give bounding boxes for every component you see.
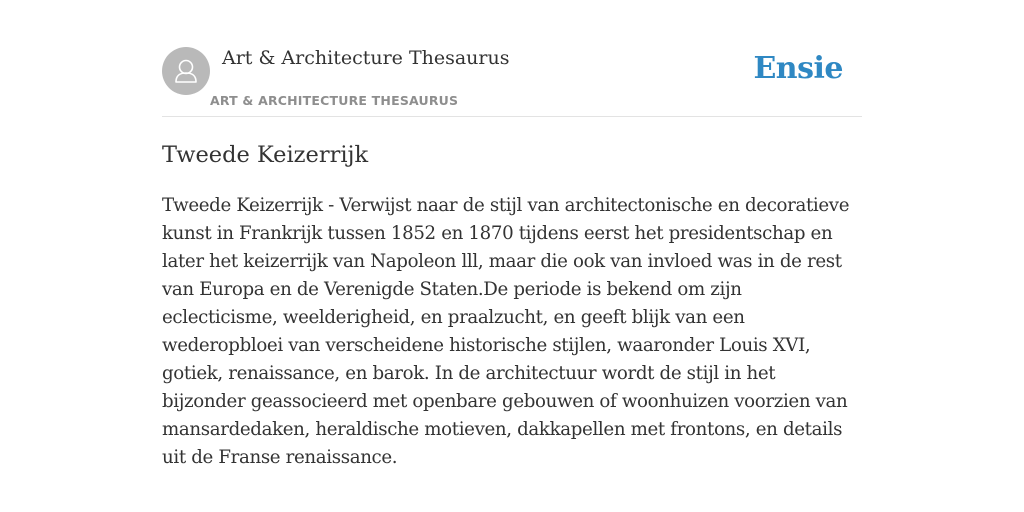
entry-definition: Tweede Keizerrijk - Verwijst naar de stijl van architectonische en decoratieve kunst in Frankrijk tussen 1852 en 1870 tijdens eerst het presidentschap en later het keizerrijk van Napoleon lll, maar die ook van invloed was in de rest van Europa en de Verenigde Staten.De periode is bekend om zijn eclecticisme, weelderigheid, en praalzucht, en geeft blijk van een wederopbloei van verscheidene historische stijlen, waaronder Louis XVI, gotiek, renaissance, en barok. In de architectuur wordt de stijl in het bijzonder geassocieerd met openbare gebouwen of woonhuizen voorzien van mansardedaken, heraldische motieven, dakkapellen met frontons, en details uit de Franse renaissance. [162, 195, 850, 468]
ensie-logo[interactable]: Ensie [753, 51, 843, 86]
source-name[interactable]: Art & Architecture Thesaurus [222, 47, 510, 69]
entry-title: Tweede Keizerrijk [162, 142, 369, 168]
user-silhouette-icon [162, 47, 210, 95]
source-category[interactable]: ART & ARCHITECTURE THESAURUS [210, 93, 459, 108]
source-avatar[interactable] [162, 47, 210, 95]
entry-card [162, 0, 862, 512]
entry-header [162, 0, 862, 117]
